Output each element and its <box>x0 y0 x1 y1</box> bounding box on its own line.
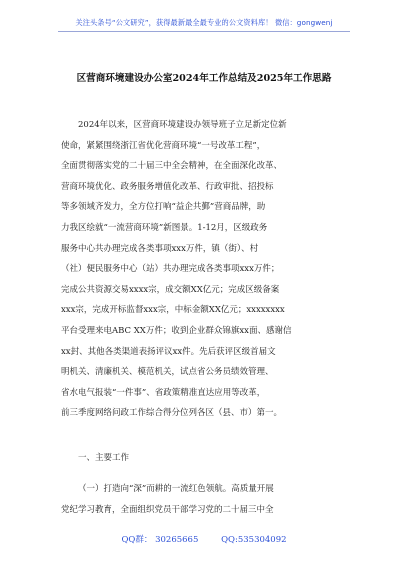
paragraph-line: 等多领域齐发力，全方位打响“益企共鄞”营商品牌，助 <box>61 202 266 213</box>
paragraph-line: 完成公共资源交易xxxx宗，成交额XX亿元；完成区级备案 <box>61 284 280 295</box>
footer-contact <box>0 533 408 545</box>
header-banner: 关注头条号“公文研究”，获得最新最全最专业的公文资料库！ 微信：gongwenj <box>75 18 333 27</box>
paragraph-line: xx封、其他各类渠道表扬评议xx件。先后获评区级首届文 <box>61 346 276 357</box>
header-divider <box>58 31 350 32</box>
footer-qq-group: QQ群： 30265665 <box>121 535 199 545</box>
paragraph-line: 全面贯彻落实党的二十届三中全会精神，在全面深化改革、 <box>61 161 283 172</box>
paragraph-line: 明机关、清廉机关、模范机关，试点省公务员绩效管理、 <box>61 367 274 378</box>
document-title: 区营商环境建设办公室2024年工作总结及2025年工作思路 <box>76 73 332 84</box>
body-paragraph <box>61 115 353 424</box>
paragraph-line: 服务中心共办理完成各类事项xxx万件，镇（街）、村 <box>61 243 259 254</box>
paragraph-line: （社）便民服务中心（站）共办理完成各类事项xxx万件； <box>61 264 280 275</box>
subsection-line: （一）打造向“深”而耕的一流红色领航。高质量开展 <box>78 484 274 494</box>
paragraph-line: 前三季度网络问政工作综合得分位列各区（县、市）第一。 <box>61 408 283 419</box>
paragraph-line: 使命，紧紧围绕浙江省优化营商环境“一号改革工程”， <box>61 140 266 151</box>
paragraph-line: 平台受理来电ABC XX万件；收到企业群众锦旗xx面、感谢信 <box>61 325 292 336</box>
paragraph-line: 营商环境优化、政务服务增值化改革、行政审批、招投标 <box>61 181 274 192</box>
subsection-line: 党纪学习教育，全面组织党员干部学习党的二十届三中全 <box>61 504 274 515</box>
paragraph-line: 省水电气报装“一件事”、省政策精准直达应用等改革， <box>61 387 266 398</box>
section-heading: 一、主要工作 <box>78 453 130 463</box>
footer-qq: QQ:535304092 <box>221 535 287 545</box>
paragraph-line: 2024年以来，区营商环境建设办领导班子立足新定位新 <box>78 120 287 130</box>
paragraph-line: 力我区绘就“一流营商环境”新图景。1-12月，区级政务 <box>61 222 268 233</box>
subsection-paragraph <box>61 479 353 520</box>
paragraph-line: xxx宗，完成开标监督xxx宗，中标金额XX亿元；xxxxxxxx <box>61 305 285 316</box>
